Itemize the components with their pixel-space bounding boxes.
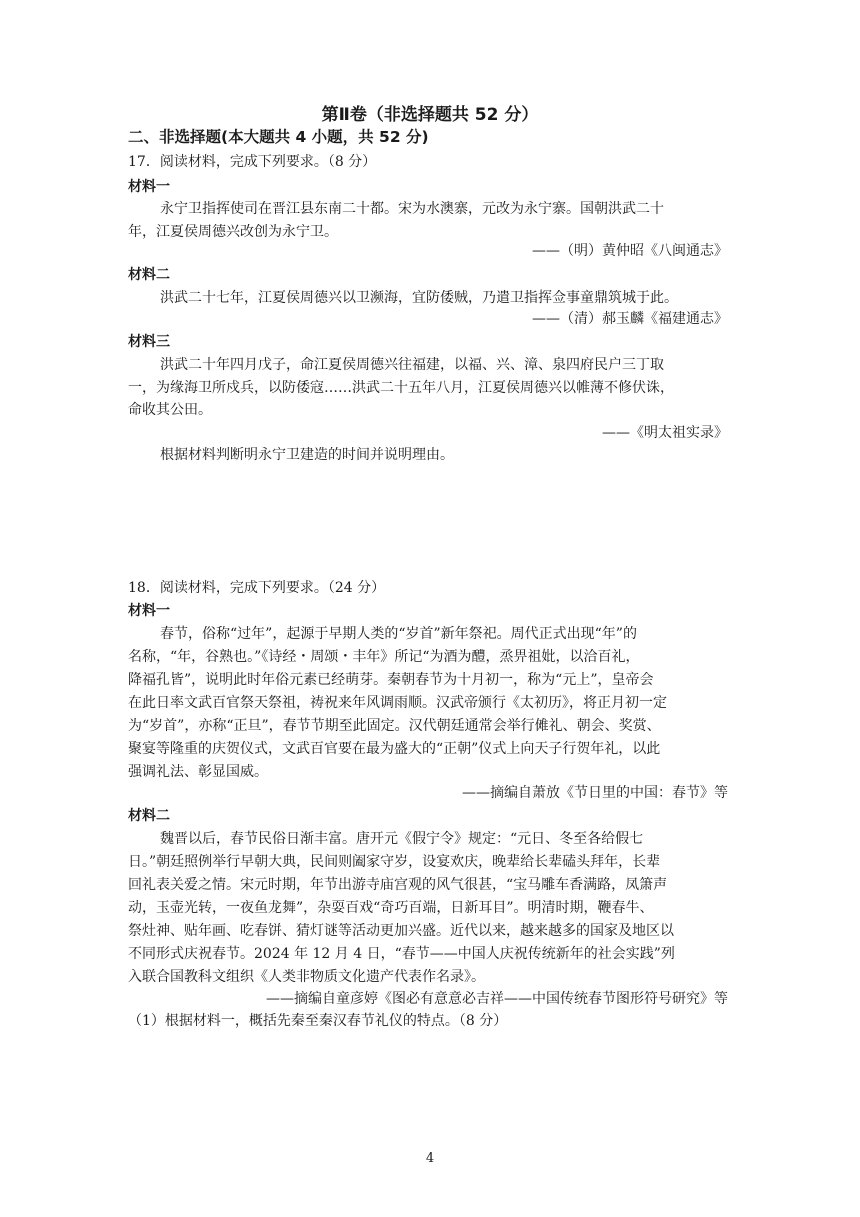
part-heading: 二、非选择题(本大题共 4 小题，共 52 分) — [128, 128, 429, 146]
q18-material2-line: 回礼表关爱之情。宋元时期，年节出游寺庙宫观的风气很甚，“宝马雕车香满路，凤箫声 — [128, 877, 668, 893]
q18-material1-source: ——摘编自萧放《节日里的中国：春节》等 — [462, 785, 728, 801]
page-number: 4 — [425, 1151, 435, 1166]
q18-material2-line: 魏晋以后，春节民俗日渐丰富。唐开元《假宁令》规定：“元日、冬至各给假七 — [160, 831, 644, 847]
q17-stem: 17．阅读材料，完成下列要求。（8 分） — [128, 154, 377, 170]
q18-material1-line: 强调礼法、彰显国威。 — [128, 764, 268, 780]
q18-material2-line: 不同形式庆祝春节。2024 年 12 月 4 日，“春节——中国人庆祝传统新年的社会实践”列 — [128, 946, 675, 962]
q17-material2-line: 洪武二十七年，江夏侯周德兴以卫濒海，宜防倭贼，乃遣卫指挥佥事童鼎筑城于此。 — [160, 290, 678, 306]
q18-stem: 18．阅读材料，完成下列要求。（24 分） — [128, 580, 386, 596]
q17-material3-label: 材料三 — [128, 334, 170, 350]
q18-material1-line: 为“岁首”，亦称“正旦”，春节节期至此固定。汉代朝廷通常会举行傩礼、朝会、奖赏、 — [128, 718, 661, 734]
q17-material3-source: ——《明太祖实录》 — [602, 425, 728, 441]
q18-material1-line: 聚宴等隆重的庆贺仪式，文武百官要在最为盛大的“正朝”仪式上向天子行贺年礼，以此 — [128, 741, 661, 757]
q18-subquestion-1: （1）根据材料一，概括先秦至秦汉春节礼仪的特点。（8 分） — [128, 1013, 508, 1029]
q18-material1-label: 材料一 — [128, 603, 170, 619]
q18-material1-line: 名称，“年，谷熟也。”《诗经・周颂・丰年》所记“为酒为醴，烝畀祖妣，以洽百礼， — [128, 649, 640, 665]
q18-material1-line: 在此日率文武百官祭天祭祖，祷祝来年风调雨顺。汉武帝颁行《太初历》，将正月初一定 — [128, 695, 667, 711]
q17-material1-label: 材料一 — [128, 179, 170, 195]
q18-material1-line: 春节，俗称“过年”，起源于早期人类的“岁首”新年祭祀。周代正式出现“年”的 — [160, 626, 637, 642]
q17-material3-line: 洪武二十年四月戊子，命江夏侯周德兴往福建，以福、兴、漳、泉四府民户三丁取 — [160, 357, 664, 373]
q18-material2-line: 日。”朝廷照例举行早朝大典，民间则阖家守岁，设宴欢庆，晚辈给长辈磕头拜年，长辈 — [128, 854, 661, 870]
q17-material2-label: 材料二 — [128, 267, 170, 283]
q17-material1-source: ——（明）黄仲昭《八闽通志》 — [532, 243, 728, 259]
section-title: 第Ⅱ卷（非选择题共 52 分） — [321, 105, 539, 125]
q17-material2-source: ——（清）郝玉麟《福建通志》 — [532, 311, 728, 327]
q17-material1-line: 年，江夏侯周德兴改创为永宁卫。 — [128, 224, 338, 240]
q18-material2-source: ——摘编自童彦婷《图必有意意必吉祥——中国传统春节图形符号研究》等 — [266, 991, 728, 1007]
q18-material2-line: 祭灶神、贴年画、吃春饼、猜灯谜等活动更加兴盛。近代以来，越来越多的国家及地区以 — [128, 923, 674, 939]
q17-material3-line: 命收其公田。 — [128, 402, 212, 418]
q17-question: 根据材料判断明永宁卫建造的时间并说明理由。 — [160, 447, 454, 463]
q18-material2-label: 材料二 — [128, 808, 170, 824]
q17-material3-line: 一，为缘海卫所戍兵，以防倭寇……洪武二十五年八月，江夏侯周德兴以帷薄不修伏诛， — [128, 380, 674, 396]
q18-material2-line: 入联合国教科文组织《人类非物质文化遗产代表作名录》。 — [128, 969, 485, 985]
q18-material2-line: 动，玉壶光转，一夜鱼龙舞”，杂耍百戏“奇巧百端，日新耳目”。明清时期，鞭春牛、 — [128, 900, 654, 916]
q18-material1-line: 降福孔皆”，说明此时年俗元素已经萌芽。秦朝春节为十月初一，称为“元上”，皇帝会 — [128, 672, 654, 688]
q17-material1-line: 永宁卫指挥使司在晋江县东南二十都。宋为水澳寨，元改为永宁寨。国朝洪武二十 — [160, 201, 664, 217]
